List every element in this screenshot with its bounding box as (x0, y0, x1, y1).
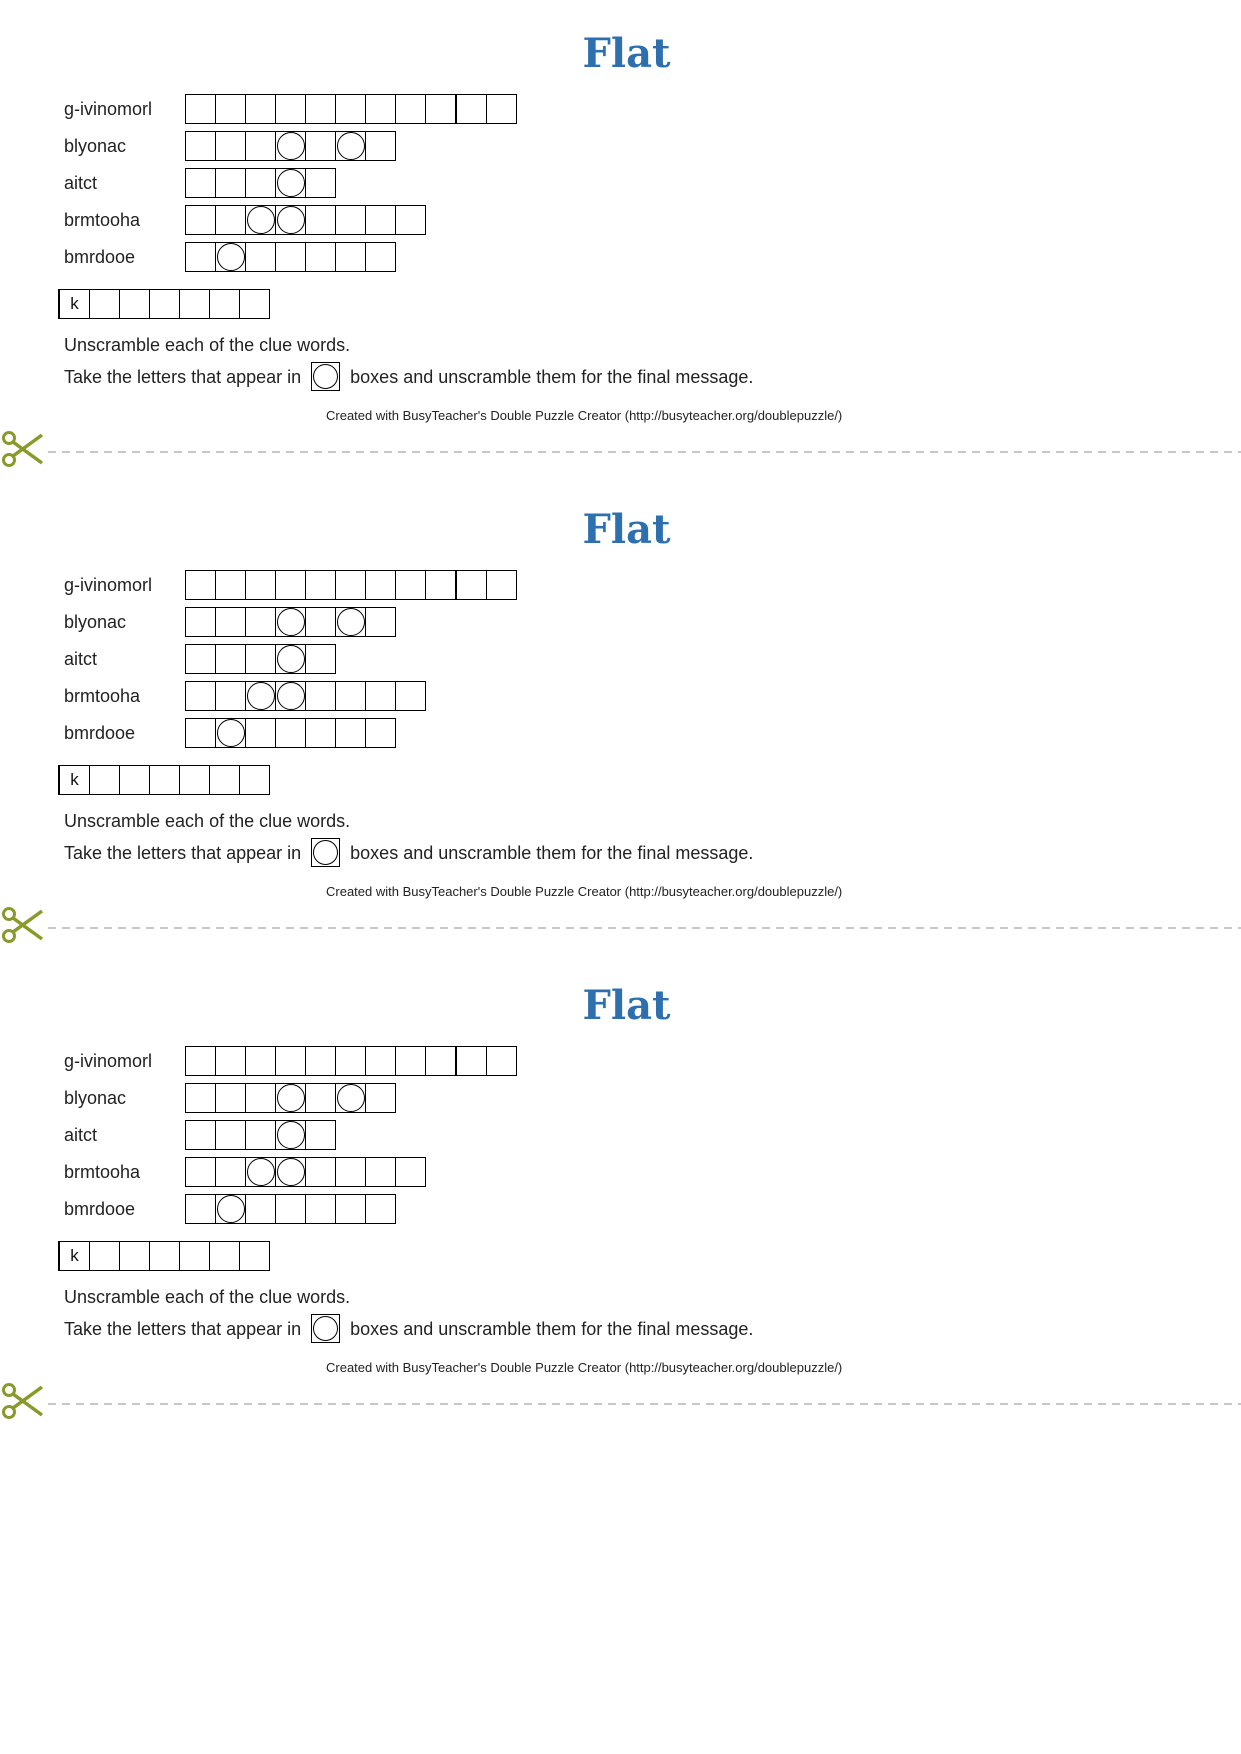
letter-box[interactable] (305, 1046, 336, 1076)
circled-letter-box[interactable] (275, 1157, 306, 1187)
letter-box[interactable] (395, 205, 426, 235)
circled-letter-box[interactable] (275, 1083, 306, 1113)
circled-letter-box[interactable] (275, 1120, 306, 1150)
letter-box[interactable] (425, 94, 457, 124)
final-letter-box[interactable] (149, 1241, 180, 1271)
scrambled-clue-word: g-ivinomorl (64, 575, 153, 595)
letter-box[interactable] (335, 94, 366, 124)
scrambled-clue-word: g-ivinomorl (64, 1051, 153, 1071)
letter-box[interactable] (305, 1157, 336, 1187)
circled-letter-box[interactable] (275, 168, 306, 198)
letter-box[interactable] (365, 570, 396, 600)
letter-box[interactable] (215, 1157, 246, 1187)
circled-letter-box[interactable] (275, 205, 306, 235)
scrambled-clue-word: bmrdooe (64, 723, 136, 743)
letter-box[interactable] (185, 1120, 216, 1150)
scrambled-clue-word: bmrdooe (64, 1199, 136, 1219)
letter-box[interactable] (395, 681, 426, 711)
letter-box[interactable] (365, 1083, 396, 1113)
letter-box[interactable] (215, 1120, 246, 1150)
letter-box[interactable] (365, 205, 396, 235)
letter-box[interactable] (215, 94, 246, 124)
letter-box[interactable] (185, 681, 216, 711)
answer-boxes (185, 718, 396, 748)
letter-box[interactable] (395, 1046, 426, 1076)
letter-box[interactable] (365, 718, 396, 748)
letter-box[interactable] (365, 131, 396, 161)
final-letter-box[interactable] (119, 765, 150, 795)
final-message-boxes (58, 289, 270, 319)
instruction-line-2 (64, 1314, 753, 1343)
letter-box[interactable] (305, 681, 336, 711)
letter-box[interactable] (185, 644, 216, 674)
answer-boxes (185, 94, 517, 124)
answer-boxes (185, 242, 396, 272)
final-letter-box[interactable] (209, 289, 240, 319)
final-letter-box[interactable] (119, 1241, 150, 1271)
letter-box[interactable] (335, 1157, 366, 1187)
credit-line: Created with BusyTeacher's Double Puzzle Creator (http://busyteacher.org/doublepuzzle/) (326, 884, 843, 899)
letter-box[interactable] (185, 1194, 216, 1224)
scrambled-clue-word: blyonac (64, 612, 127, 632)
scrambled-clue-word: blyonac (64, 136, 127, 156)
letter-box[interactable] (335, 1194, 366, 1224)
answer-boxes (185, 607, 396, 637)
final-letter-box[interactable] (89, 289, 120, 319)
letter-box[interactable] (185, 242, 216, 272)
letter-box[interactable] (215, 168, 246, 198)
circled-letter-box[interactable] (245, 681, 276, 711)
letter-box[interactable] (275, 1046, 306, 1076)
letter-box[interactable] (245, 718, 276, 748)
letter-box[interactable] (305, 718, 336, 748)
letter-box[interactable] (185, 607, 216, 637)
letter-box[interactable] (305, 242, 336, 272)
answer-boxes (185, 1120, 336, 1150)
circle-box-legend-icon (311, 838, 340, 867)
scrambled-clue-word: brmtooha (64, 1162, 141, 1182)
final-letter-box[interactable]: k (58, 765, 90, 795)
answer-boxes (185, 644, 336, 674)
final-message-boxes (58, 1241, 270, 1271)
letter-box[interactable] (245, 168, 276, 198)
puzzle-title-text: Flat (582, 30, 671, 77)
puzzle-block (0, 952, 1241, 1428)
final-letter-box[interactable] (179, 765, 210, 795)
scissors-icon (4, 909, 43, 942)
scrambled-clue-word: g-ivinomorl (64, 99, 153, 119)
letter-box[interactable] (245, 1194, 276, 1224)
scrambled-clue-word: aitct (64, 649, 98, 669)
final-letter-box[interactable] (209, 765, 240, 795)
puzzle-title (0, 506, 1241, 554)
circled-letter-box[interactable] (335, 131, 366, 161)
letter-box[interactable] (365, 242, 396, 272)
circled-letter-box[interactable] (245, 205, 276, 235)
instruction-text-after: boxes and unscramble them for the final message. (350, 1318, 754, 1339)
letter-box[interactable] (245, 94, 276, 124)
instruction-line-1: Unscramble each of the clue words. (64, 811, 351, 831)
letter-box[interactable] (215, 644, 246, 674)
letter-box[interactable] (245, 1046, 276, 1076)
letter-box[interactable] (486, 1046, 517, 1076)
letter-box[interactable] (245, 644, 276, 674)
letter-box[interactable] (185, 1046, 216, 1076)
letter-box[interactable] (425, 570, 457, 600)
letter-box[interactable] (335, 1046, 366, 1076)
circled-letter-box[interactable] (275, 607, 306, 637)
letter-box[interactable] (215, 681, 246, 711)
letter-box[interactable] (305, 607, 336, 637)
circled-letter-box[interactable] (245, 1157, 276, 1187)
circled-letter-box[interactable] (275, 131, 306, 161)
final-letter-box[interactable] (89, 765, 120, 795)
answer-boxes (185, 1046, 517, 1076)
circled-letter-box[interactable] (215, 718, 246, 748)
letter-box[interactable] (305, 94, 336, 124)
final-letter-box[interactable] (149, 289, 180, 319)
scissors-icon (4, 1385, 43, 1418)
letter-box[interactable] (215, 131, 246, 161)
puzzle-title-text: Flat (582, 506, 671, 553)
answer-boxes (185, 1194, 396, 1224)
cut-line (0, 906, 1241, 946)
circle-box-legend-icon (311, 362, 340, 391)
scrambled-clue-word: brmtooha (64, 210, 141, 230)
answer-boxes (185, 205, 426, 235)
letter-box[interactable] (215, 1083, 246, 1113)
puzzle-block (0, 476, 1241, 952)
instruction-text-before: Take the letters that appear in (64, 1318, 302, 1339)
letter-box[interactable] (185, 94, 216, 124)
final-letter-box[interactable] (239, 765, 270, 795)
letter-box[interactable] (275, 242, 306, 272)
letter-box[interactable] (215, 1046, 246, 1076)
letter-box[interactable] (185, 131, 216, 161)
answer-boxes (185, 168, 336, 198)
letter-box[interactable] (395, 1157, 426, 1187)
final-letter-box[interactable] (89, 1241, 120, 1271)
letter-box[interactable] (215, 205, 246, 235)
scrambled-clue-word: blyonac (64, 1088, 127, 1108)
circled-letter-box[interactable] (275, 644, 306, 674)
circled-letter-box[interactable] (335, 1083, 366, 1113)
letter-box[interactable] (335, 242, 366, 272)
letter-box[interactable] (245, 1083, 276, 1113)
circled-letter-box[interactable] (215, 1194, 246, 1224)
letter-box[interactable] (305, 131, 336, 161)
letter-box[interactable] (425, 1046, 457, 1076)
letter-box[interactable] (335, 681, 366, 711)
circled-letter-box[interactable] (215, 242, 246, 272)
letter-box[interactable] (305, 644, 336, 674)
circled-letter-box[interactable] (275, 681, 306, 711)
final-letter-box[interactable] (149, 765, 180, 795)
answer-boxes (185, 1083, 396, 1113)
letter-box[interactable] (305, 1083, 336, 1113)
instruction-line-2 (64, 362, 753, 391)
instruction-line-1: Unscramble each of the clue words. (64, 1287, 351, 1307)
letter-box[interactable] (185, 205, 216, 235)
letter-box[interactable] (395, 94, 426, 124)
letter-box[interactable] (185, 570, 216, 600)
puzzle-block (0, 0, 1241, 476)
scrambled-clue-word: brmtooha (64, 686, 141, 706)
final-letter-box[interactable] (239, 289, 270, 319)
letter-box[interactable] (245, 131, 276, 161)
letter-box[interactable] (456, 1046, 487, 1076)
letter-box[interactable] (486, 94, 517, 124)
letter-box[interactable] (305, 1194, 336, 1224)
letter-box[interactable] (275, 1194, 306, 1224)
letter-box[interactable] (215, 570, 246, 600)
answer-boxes (185, 681, 426, 711)
letter-box[interactable] (215, 607, 246, 637)
letter-box[interactable] (456, 570, 487, 600)
puzzle-title-text: Flat (582, 982, 671, 1029)
letter-box[interactable] (305, 570, 336, 600)
final-letter-box[interactable] (209, 1241, 240, 1271)
letter-box[interactable] (335, 718, 366, 748)
letter-box[interactable] (486, 570, 517, 600)
letter-box[interactable] (185, 718, 216, 748)
letter-box[interactable] (335, 205, 366, 235)
final-letter-box[interactable]: k (58, 1241, 90, 1271)
letter-box[interactable] (456, 94, 487, 124)
final-letter-box[interactable] (119, 289, 150, 319)
puzzle-title (0, 30, 1241, 78)
instruction-text-after: boxes and unscramble them for the final message. (350, 366, 754, 387)
scissors-icon (4, 433, 43, 466)
cut-line (0, 430, 1241, 470)
letter-box[interactable] (305, 1120, 336, 1150)
letter-box[interactable] (275, 570, 306, 600)
instruction-text-before: Take the letters that appear in (64, 366, 302, 387)
letter-box[interactable] (305, 168, 336, 198)
instruction-line-2 (64, 838, 753, 867)
credit-line: Created with BusyTeacher's Double Puzzle Creator (http://busyteacher.org/doublepuzzle/) (326, 1360, 843, 1375)
cut-line (0, 1382, 1241, 1422)
letter-box[interactable] (365, 1157, 396, 1187)
letter-box[interactable] (305, 205, 336, 235)
scrambled-clue-word: bmrdooe (64, 247, 136, 267)
letter-box[interactable] (335, 570, 366, 600)
final-letter-box[interactable] (179, 289, 210, 319)
letter-box[interactable] (365, 1194, 396, 1224)
letter-box[interactable] (365, 607, 396, 637)
credit-line: Created with BusyTeacher's Double Puzzle Creator (http://busyteacher.org/doublepuzzle/) (326, 408, 843, 423)
letter-box[interactable] (275, 94, 306, 124)
answer-boxes (185, 131, 396, 161)
circled-letter-box[interactable] (335, 607, 366, 637)
letter-box[interactable] (275, 718, 306, 748)
scrambled-clue-word: aitct (64, 1125, 98, 1145)
letter-box[interactable] (365, 1046, 396, 1076)
circle-box-legend-icon (311, 1314, 340, 1343)
instruction-line-1: Unscramble each of the clue words. (64, 335, 351, 355)
instruction-text-after: boxes and unscramble them for the final message. (350, 842, 754, 863)
answer-boxes (185, 570, 517, 600)
final-letter-box[interactable]: k (58, 289, 90, 319)
letter-box[interactable] (245, 1120, 276, 1150)
answer-boxes (185, 1157, 426, 1187)
letter-box[interactable] (245, 242, 276, 272)
letter-box[interactable] (245, 607, 276, 637)
letter-box[interactable] (185, 1157, 216, 1187)
final-letter-box[interactable] (179, 1241, 210, 1271)
letter-box[interactable] (185, 1083, 216, 1113)
puzzle-title (0, 982, 1241, 1030)
letter-box[interactable] (245, 570, 276, 600)
final-message-boxes (58, 765, 270, 795)
letter-box[interactable] (365, 94, 396, 124)
letter-box[interactable] (185, 168, 216, 198)
letter-box[interactable] (395, 570, 426, 600)
instruction-text-before: Take the letters that appear in (64, 842, 302, 863)
scrambled-clue-word: aitct (64, 173, 98, 193)
letter-box[interactable] (365, 681, 396, 711)
final-letter-box[interactable] (239, 1241, 270, 1271)
